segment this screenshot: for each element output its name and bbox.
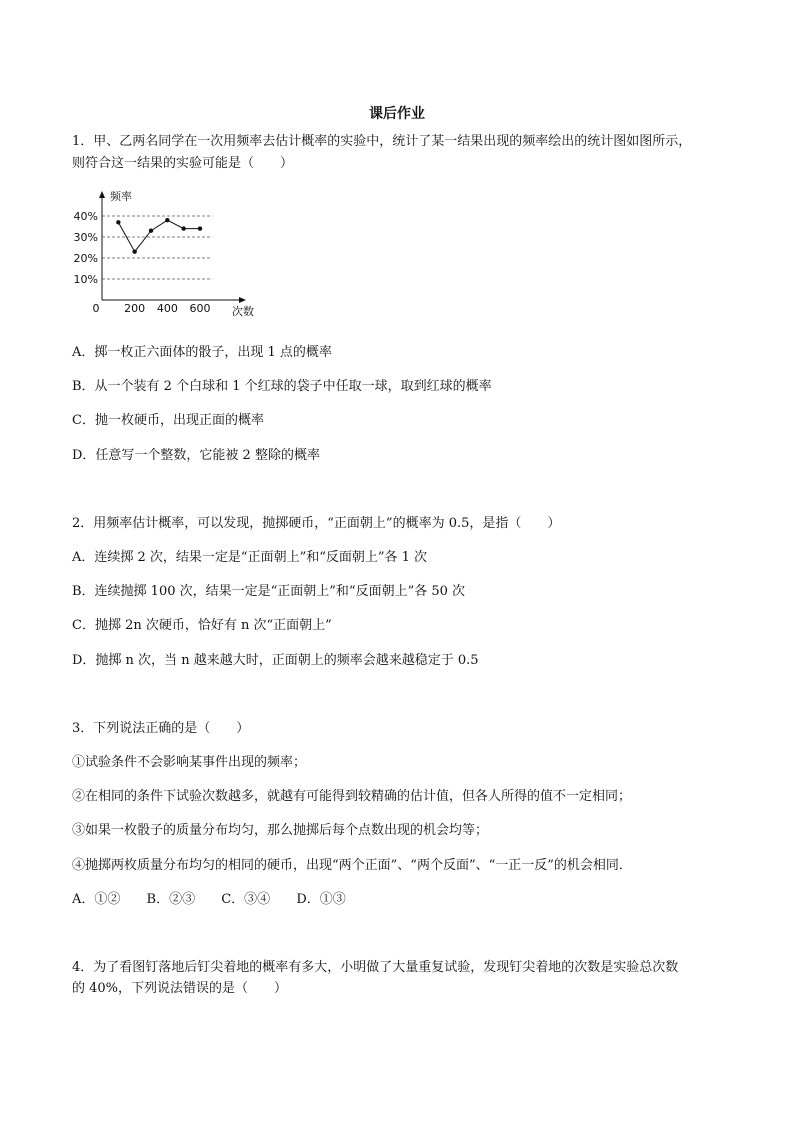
q3-options (72, 888, 346, 907)
q1-option-a: A．掷一枚正六面体的骰子，出现 1 点的概率 (72, 345, 332, 360)
q3-stem: 3．下列说法正确的是（ ） (72, 721, 250, 736)
x-tick-label-400: 400 (156, 302, 178, 315)
y-axis-arrow (99, 191, 105, 198)
x-tick-label-600: 600 (189, 302, 211, 315)
frequency-chart (70, 185, 270, 325)
q3-statement-4: ④抛掷两枚质量分布均匀的相同的硬币，出现“两个正面”、“两个反面”、“一正一反”的机会相同． (72, 858, 632, 873)
origin-label: 0 (92, 302, 100, 315)
q2-option-a: A．连续掷 2 次，结果一定是“正面朝上”和“反面朝上”各 1 次 (72, 550, 428, 565)
q3-option-b: B．②③ (146, 892, 196, 907)
y-tick-label-40: 40% (73, 210, 98, 223)
data-point-600 (198, 226, 202, 230)
y-axis-label: 频率 (110, 190, 132, 203)
data-point-200 (132, 250, 136, 254)
data-point-300 (149, 229, 153, 233)
x-axis-label: 次数 (232, 305, 254, 318)
x-tick-label-200: 200 (124, 302, 146, 315)
y-tick-label-20: 20% (73, 252, 98, 265)
q4-stem-line2: 的 40%，下列说法错误的是（ ） (72, 981, 288, 996)
q3-statement-3: ③如果一枚骰子的质量分布均匀，那么抛掷后每个点数出现的机会均等； (72, 823, 489, 838)
q1-option-c: C．抛一枚硬币，出现正面的概率 (72, 413, 264, 428)
data-point-500 (181, 226, 185, 230)
q2-option-c: C．抛掷 2n 次硬币，恰好有 n 次“正面朝上” (72, 618, 332, 633)
x-axis-arrow (239, 297, 246, 303)
q2-option-b: B．连续抛掷 100 次，结果一定是“正面朝上”和“反面朝上”各 50 次 (72, 584, 466, 599)
q4-stem-line1: 4．为了看图钉落地后钉尖着地的概率有多大，小明做了大量重复试验，发现钉尖着地的次数是实验总次数 (72, 960, 679, 975)
data-point-400 (165, 218, 169, 222)
q3-statement-1: ①试验条件不会影响某事件出现的频率； (72, 755, 307, 770)
q3-option-a: A．①② (72, 892, 121, 907)
q3-statement-2: ②在相同的条件下试验次数越多，就越有可能得到较精确的估计值，但各人所得的值不一定相同； (72, 789, 632, 804)
q2-option-d: D．抛掷 n 次，当 n 越来越大时，正面朝上的频率会越来越稳定于 0.5 (72, 653, 479, 668)
q2-stem: 2．用频率估计概率，可以发现，抛掷硬币，“正面朝上”的概率为 0.5，是指（ ） (72, 516, 561, 531)
q3-option-d: D．①③ (296, 892, 346, 907)
series-line (118, 220, 200, 252)
q1-option-b: B．从一个装有 2 个白球和 1 个红球的袋子中任取一球，取到红球的概率 (72, 379, 492, 394)
y-tick-label-30: 30% (73, 231, 98, 244)
chart-grid (102, 216, 212, 279)
q1-option-d: D．任意写一个整数，它能被 2 整除的概率 (72, 448, 320, 463)
q1-stem-line2: 则符合这一结果的实验可能是（ ） (72, 156, 294, 171)
q1-stem-line1: 1．甲、乙两名同学在一次用频率去估计概率的实验中，统计了某一结果出现的频率绘出的统计图如图所示， (72, 134, 692, 149)
q3-option-c: C．③④ (221, 892, 271, 907)
page-title: 课后作业 (369, 106, 425, 122)
y-tick-label-10: 10% (73, 273, 98, 286)
data-point-100 (116, 220, 120, 224)
